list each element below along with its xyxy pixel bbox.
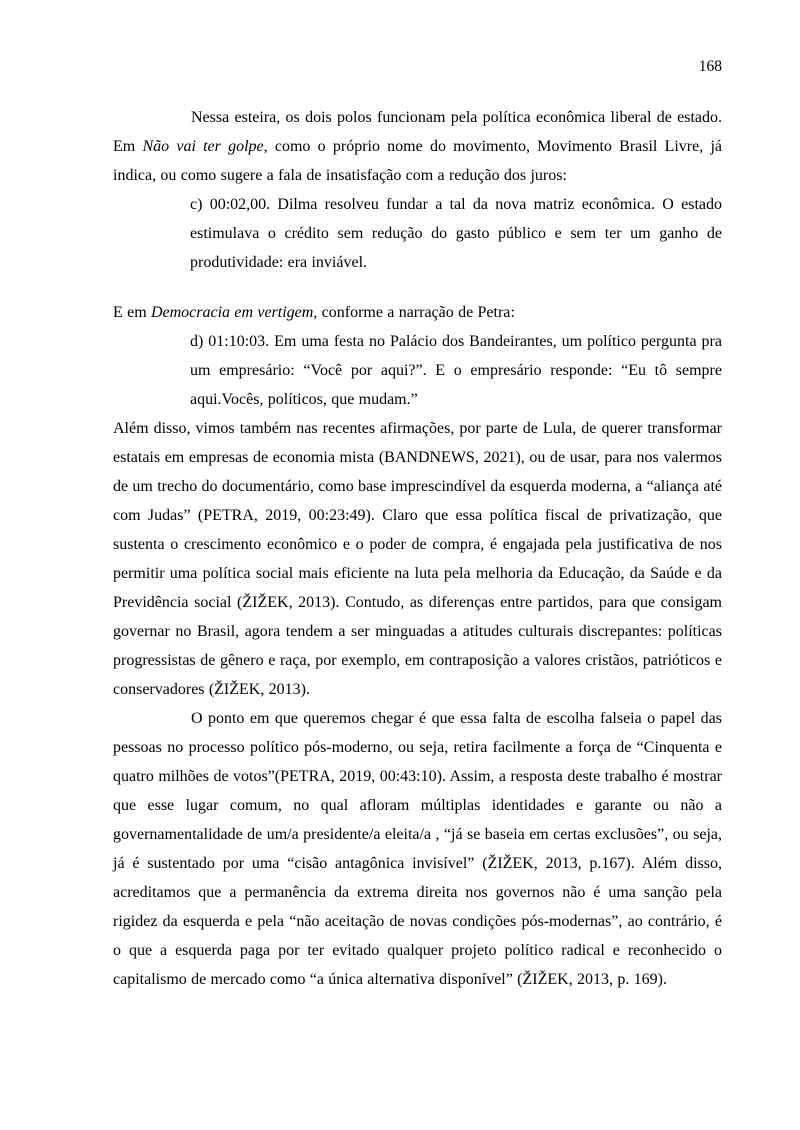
paragraph-democracia-lead (113, 298, 722, 327)
block-quote-c: c) 00:02,00. Dilma resolveu fundar a tal da nova matriz econômica. O estado estimulava o crédito sem redução do gasto público e sem ter um ganho de produtividade: era inviável. (190, 196, 722, 271)
paragraph-intro (113, 103, 722, 190)
paragraph-intro-text: Nessa esteira, os dois polos funcionam pela política econômica liberal de estado. Em (113, 109, 722, 155)
movie-title-democracia-em-vertigem: Democracia em vertigem (150, 304, 314, 321)
movie-title-nao-vai-ter-golpe: Não vai ter golpe (142, 138, 264, 155)
paragraph-alem-disso: Além disso, vimos também nas recentes afirmações, por parte de Lula, de querer transformar estatais em empresas de economia mista (BANDNEWS, 2021), ou de usar, para nos valermos de um trecho do documentário, como base imprescindível da esquerda moderna, a “aliança até com Judas” (PETRA, 2019, 00:23:49). Claro que essa política fiscal de privatização, que sustenta o crescimento econômico e o poder de compra, é engajada pela justificativa de nos permitir uma política social mais eficiente na luta pela melhoria da Educação, da Saúde e da Previdência social (ŽIŽEK, 2013). Contudo, as diferenças entre partidos, para que consigam governar no Brasil, agora tendem a ser minguadas a atitudes culturais discrepantes: políticas progressistas de gênero e raça, por exemplo, em contraposição a valores cristãos, patrióticos e conservadores (ŽIŽEK, 2013). (113, 420, 722, 698)
paragraph-o-ponto: O ponto em que queremos chegar é que essa falta de escolha falseia o papel das pessoas no processo político pós-moderno, ou seja, retira facilmente a força de “Cinquenta e quatro milhões de votos”(PETRA, 2019, 00:43:10). Assim, a resposta deste trabalho é mostrar que esse lugar comum, no qual afloram múltiplas identidades e garante ou não a governamentalidade de um/a presidente/a eleita/a , “já se baseia em certas exclusões”, ou seja, já é sustentado por uma “cisão antagônica invisível” (ŽIŽEK, 2013, p.167). Além disso, acreditamos que a permanência da extrema direita nos governos não é uma sanção pela rigidez da esquerda e pela “não aceitação de novas condições pós-modernas”, ao contrário, é o que a esquerda paga por ter evitado qualquer projeto político radical e reconhecido o capitalismo de mercado como “a única alternativa disponível” (ŽIŽEK, 2013, p. 169). (113, 710, 722, 988)
page-number: 168 (698, 58, 722, 75)
block-quote-d: d) 01:10:03. Em uma festa no Palácio dos Bandeirantes, um político pergunta pra um empresário: “Você por aqui?”. E o empresário responde: “Eu tô sempre aqui.Vocês, políticos, que mudam.” (190, 333, 722, 408)
paragraph-democracia-lead-text-cont: , conforme a narração de Petra: (313, 304, 515, 321)
paragraph-intro-text-cont: , como o próprio nome do movimento, Movimento Brasil Livre, já indica, ou como sugere a fala de insatisfação com a redução dos juros: (113, 138, 723, 184)
paragraph-democracia-lead-text: E em (113, 304, 151, 321)
page-content (113, 103, 722, 994)
